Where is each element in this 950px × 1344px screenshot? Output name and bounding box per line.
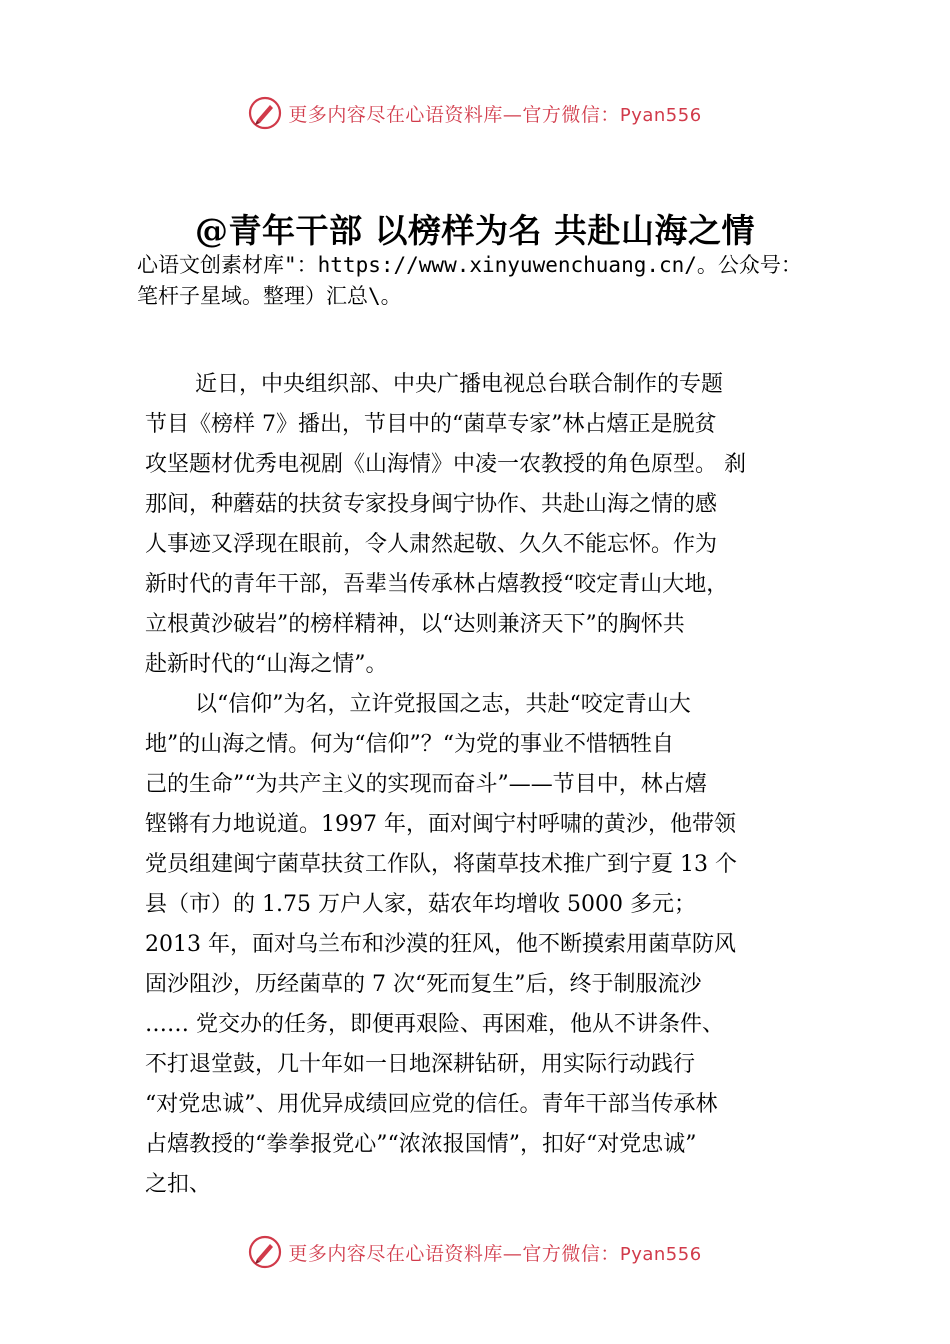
logo-icon xyxy=(248,1235,282,1269)
header-watermark xyxy=(0,93,950,133)
text-line: 之扣、 xyxy=(145,1172,212,1197)
text-line: 赴新时代的“山海之情”。 xyxy=(145,652,388,677)
page-title: @青年干部 以榜样为名 共赴山海之情 xyxy=(195,211,755,250)
paragraph xyxy=(145,365,815,685)
text-line: 人事迹又浮现在眼前，令人肃然起敬、久久不能忘怀。作为 xyxy=(145,532,718,557)
text-line: 己的生命”“为共产主义的实现而奋斗”——节目中，林占熺 xyxy=(145,772,707,797)
text-line: 铿锵有力地说道。1997 年，面对闽宁村呼啸的黄沙，他带领 xyxy=(145,812,736,837)
text-line: 占熺教授的“拳拳报党心”“浓浓报国情”，扣好“对党忠诚” xyxy=(145,1132,697,1157)
text-line: 固沙阻沙，历经菌草的 7 次“死而复生”后，终于制服流沙 xyxy=(145,972,702,997)
text-line: 那间，种蘑菇的扶贫专家投身闽宁协作、共赴山海之情的感 xyxy=(145,492,718,517)
source-note xyxy=(137,250,857,312)
source-line: 笔杆子星域。整理）汇总\。 xyxy=(137,284,402,308)
text-line: “对党忠诚”、用优异成绩回应党的信任。青年干部当传承林 xyxy=(145,1092,718,1117)
text-line: …… 党交办的任务，即便再艰险、再困难，他从不讲条件、 xyxy=(145,1012,724,1037)
paragraph xyxy=(145,685,815,1205)
watermark-label: 更多内容尽在心语资料库—官方微信： xyxy=(288,103,620,126)
text-line: 县（市）的 1.75 万户人家，菇农年均增收 5000 多元； xyxy=(145,892,696,917)
wechat-id: Pyan556 xyxy=(619,1243,702,1265)
text-line: 近日，中央组织部、中央广播电视总台联合制作的专题 xyxy=(195,372,724,397)
text-line: 不打退堂鼓，几十年如一日地深耕钻研，用实际行动践行 xyxy=(145,1052,696,1077)
text-line: 以“信仰”为名，立许党报国之志，共赴“咬定青山大 xyxy=(195,692,691,717)
text-line: 立根黄沙破岩”的榜样精神，以“达则兼济天下”的胸怀共 xyxy=(145,612,685,637)
source-line: 心语文创素材库"：https://www.xinyuwenchuang.cn/。公众号： xyxy=(137,253,802,277)
text-line: 2013 年，面对乌兰布和沙漠的狂风，他不断摸索用菌草防风 xyxy=(145,932,736,957)
watermark-label: 更多内容尽在心语资料库—官方微信： xyxy=(288,1242,620,1265)
watermark-text xyxy=(288,1239,701,1266)
text-line: 节目《榜样 7》播出，节目中的“菌草专家”林占熺正是脱贫 xyxy=(145,412,717,437)
logo-icon xyxy=(248,96,282,130)
text-line: 地”的山海之情。何为“信仰”？“为党的事业不惜牺牲自 xyxy=(145,732,674,757)
text-line: 新时代的青年干部，吾辈当传承林占熺教授“咬定青山大地， xyxy=(145,572,729,597)
watermark-text xyxy=(288,100,701,127)
text-line: 攻坚题材优秀电视剧《山海情》中凌一农教授的角色原型。 刹 xyxy=(145,452,746,477)
footer-watermark xyxy=(0,1232,950,1272)
article-body xyxy=(145,365,815,1205)
text-line: 党员组建闽宁菌草扶贫工作队，将菌草技术推广到宁夏 13 个 xyxy=(145,852,737,877)
wechat-id: Pyan556 xyxy=(619,104,702,126)
